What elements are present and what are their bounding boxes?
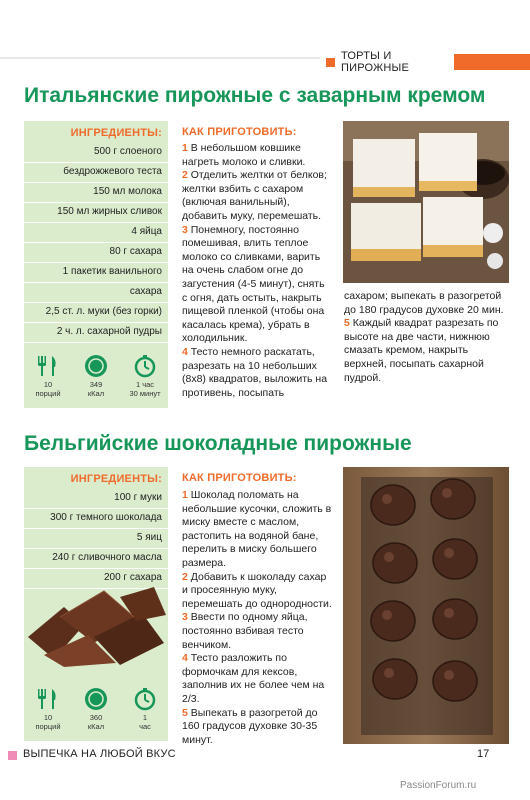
section-marker bbox=[326, 58, 335, 67]
step-continuation: сахаром; выпекать в разогретой до 180 градусов духовке 20 мин. bbox=[344, 290, 504, 316]
chocolate-pieces-image bbox=[24, 577, 168, 667]
watermark: PassionForum.ru bbox=[400, 780, 477, 791]
recipe-1-steps-col1 bbox=[182, 142, 332, 400]
ingredient-item: 240 г сливочного масла bbox=[24, 549, 168, 569]
footer-marker bbox=[8, 751, 17, 760]
section-bar bbox=[454, 54, 530, 70]
stopwatch-icon bbox=[132, 687, 158, 711]
recipe-2-ingredients-panel bbox=[24, 467, 168, 741]
ingredient-item: 2,5 ст. л. муки (без горки) bbox=[24, 303, 168, 323]
ingredients-list bbox=[24, 143, 168, 343]
ingredient-item: 2 ч. л. сахарной пудры bbox=[24, 323, 168, 343]
time-value: 1 bbox=[142, 713, 148, 722]
step: 5 Каждый квадрат разрезать по высоте на две части, нижнюю смазать кремом, накрыть верхней, посыпать сахарной пудрой. bbox=[344, 317, 499, 384]
servings-stat bbox=[30, 354, 66, 398]
ingredient-item: 5 яиц bbox=[24, 529, 168, 549]
ingredient-item: 1 пакетик ванильного bbox=[24, 263, 168, 283]
step: 2 Отделить желтки от белков; желтки взбить с сахаром (включая ванильный), добавить муку, перемешать. bbox=[182, 169, 327, 222]
time-value: 1 час bbox=[135, 380, 155, 389]
recipe-1-title: Итальянские пирожные с заварным кремом bbox=[24, 84, 486, 107]
recipe-1-steps-col2 bbox=[344, 290, 509, 385]
calories-unit: кКал bbox=[87, 722, 105, 731]
ingredient-item: сахара bbox=[24, 283, 168, 303]
recipe-1-ingredients-panel bbox=[24, 121, 168, 408]
section-tag bbox=[326, 50, 530, 74]
header-rule bbox=[0, 57, 320, 59]
ingredient-item: 80 г сахара bbox=[24, 243, 168, 263]
ingredient-item: 500 г слоеного bbox=[24, 143, 168, 163]
recipe-2-steps bbox=[182, 489, 332, 747]
ingredient-item: 150 мл жирных сливок bbox=[24, 203, 168, 223]
step: 5 Выпекать в разогретой до 160 градусов духовке 30-35 минут. bbox=[182, 706, 318, 746]
ingredient-item: 100 г муки bbox=[24, 489, 168, 509]
stopwatch-icon bbox=[132, 354, 158, 378]
section-title: ТОРТЫ И ПИРОЖНЫЕ bbox=[341, 50, 409, 74]
servings-stat bbox=[30, 687, 66, 731]
plate-icon bbox=[83, 354, 109, 378]
servings-unit: порций bbox=[35, 722, 61, 731]
time-unit: час bbox=[139, 722, 151, 731]
step: 1 В небольшом ковшике нагреть молоко и сливки. bbox=[182, 142, 306, 168]
ingredient-item: 300 г темного шоколада bbox=[24, 509, 168, 529]
fork-knife-icon bbox=[35, 687, 61, 711]
step: 1 Шоколад поломать на небольшие кусочки, сложить в миску вместе с маслом, растопить на водяной бане, перелить в миску большего размера. bbox=[182, 489, 332, 569]
calories-value: 360 bbox=[89, 713, 103, 722]
calories-unit: кКал bbox=[87, 389, 105, 398]
page-number: 17 bbox=[477, 748, 490, 760]
ingredient-item: 4 яйца bbox=[24, 223, 168, 243]
step: 4 Тесто немного раскатать, разрезать на 10 небольших (8х8) квадратов, выложить на противень, посыпать bbox=[182, 345, 328, 399]
recipe-2-how-heading: КАК ПРИГОТОВИТЬ: bbox=[182, 472, 297, 484]
recipe-1-how-heading: КАК ПРИГОТОВИТЬ: bbox=[182, 126, 297, 138]
time-stat bbox=[126, 687, 164, 731]
calories-stat bbox=[78, 354, 114, 398]
ingredients-heading: ИНГРЕДИЕНТЫ: bbox=[70, 473, 162, 485]
servings-value: 10 bbox=[43, 713, 53, 722]
ingredients-heading: ИНГРЕДИЕНТЫ: bbox=[70, 127, 162, 139]
recipe-2-title: Бельгийские шоколадные пирожные bbox=[24, 432, 412, 455]
step: 3 Понемногу, постоянно помешивая, влить теплое молоко со сливками, варить на очень слабом огне до загустения (4-5 минут), снять с огня, дать остыть, накрыть пищевой пленкой (чтобы она касалась крема), убрать в холодильник. bbox=[182, 223, 325, 345]
cream-pastry-photo bbox=[343, 121, 509, 283]
servings-unit: порций bbox=[35, 389, 61, 398]
calories-stat bbox=[78, 687, 114, 731]
time-stat bbox=[126, 354, 164, 398]
step: 2 Добавить к шоколаду сахар и просеянную муку, перемешать до однородности. bbox=[182, 570, 332, 610]
ingredients-list bbox=[24, 489, 168, 589]
plate-icon bbox=[83, 687, 109, 711]
step: 4 Тесто разложить по формочкам для кексов, заполнив их не более чем на 2/3. bbox=[182, 652, 325, 705]
fork-knife-icon bbox=[35, 354, 61, 378]
servings-value: 10 bbox=[43, 380, 53, 389]
ingredient-item: 200 г сахара bbox=[24, 569, 168, 589]
chocolate-muffins-photo bbox=[343, 467, 509, 744]
footer-title: ВЫПЕЧКА НА ЛЮБОЙ ВКУС bbox=[23, 748, 176, 760]
time-unit: 30 минут bbox=[129, 389, 161, 398]
ingredient-item: бездрожжевого теста bbox=[24, 163, 168, 183]
calories-value: 349 bbox=[89, 380, 103, 389]
ingredient-item: 150 мл молока bbox=[24, 183, 168, 203]
step: 3 Ввести по одному яйца, постоянно взбивая тесто венчиком. bbox=[182, 611, 308, 651]
